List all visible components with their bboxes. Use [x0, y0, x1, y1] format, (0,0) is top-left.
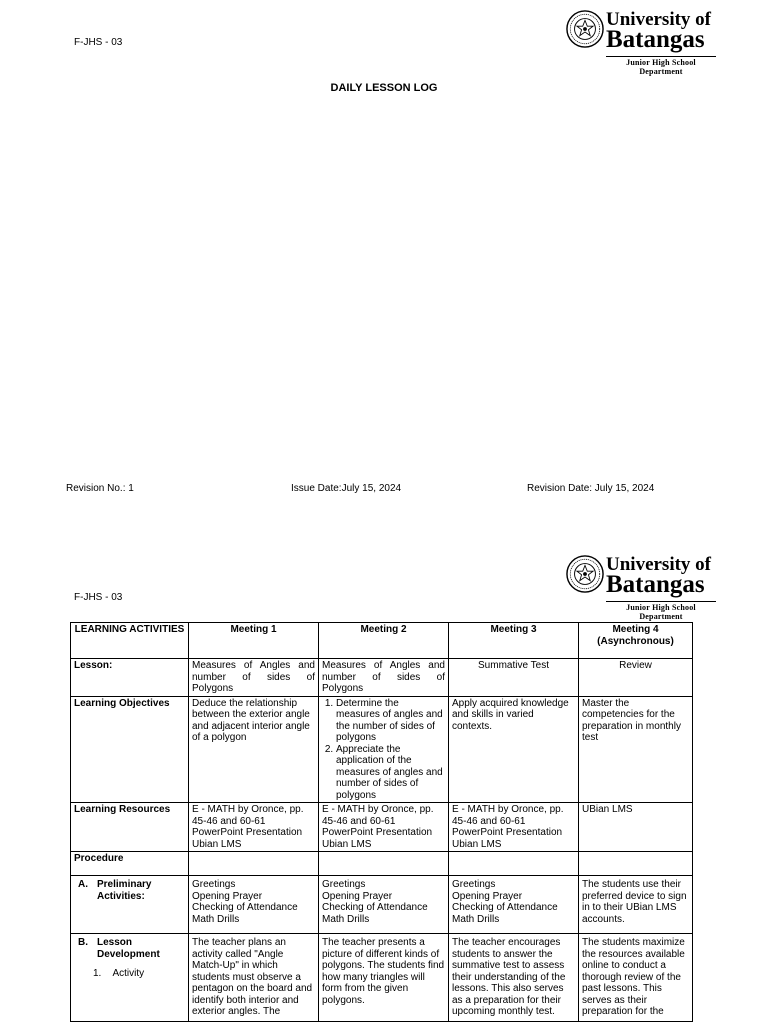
form-code: F-JHS - 03	[74, 37, 123, 48]
table-row-objectives	[71, 696, 693, 803]
development-meeting-4: The students maximize the resources available online to conduct a thorough review of the past lessons. This serves as their preparation for the	[579, 934, 693, 1022]
university-logo-page-2	[566, 555, 716, 621]
development-meeting-1: The teacher plans an activity called "Angle Match-Up" in which students must observe a pentagon on the board and identify both interior and exterior angles. The	[189, 934, 319, 1022]
preliminary-meeting-1: Greetings Opening Prayer Checking of Attendance Math Drills	[189, 876, 319, 934]
row-label-resources: Learning Resources	[71, 803, 189, 852]
development-meeting-2: The teacher presents a picture of different kinds of polygons. The students find how many triangles will form from the given polygons.	[319, 934, 449, 1022]
lesson-log-table	[70, 622, 693, 1022]
university-seal-icon	[566, 10, 604, 48]
logo-line-1: University of	[606, 554, 712, 575]
table-row-resources	[71, 803, 693, 852]
lesson-meeting-3: Summative Test	[449, 659, 579, 697]
row-label-objectives: Learning Objectives	[71, 696, 189, 803]
issue-date: Issue Date:July 15, 2024	[291, 483, 402, 494]
table-row-preliminary	[71, 876, 693, 934]
objectives-meeting-1: Deduce the relationship between the exterior angle and adjacent interior angle of a polygon	[189, 696, 319, 803]
development-meeting-3: The teacher encourages students to answer the summative test to assess their understanding of the lessons. This also serves as a preparation for their upcoming monthly test.	[449, 934, 579, 1022]
header-learning-activities: LEARNING ACTIVITIES	[71, 623, 189, 659]
objectives-meeting-4: Master the competencies for the preparation in monthly test	[579, 696, 693, 803]
table-row-development	[71, 934, 693, 1022]
resources-meeting-2: E - MATH by Oronce, pp. 45-46 and 60-61 PowerPoint Presentation Ubian LMS	[319, 803, 449, 852]
lesson-meeting-4: Review	[579, 659, 693, 697]
preliminary-meeting-4: The students use their preferred device to sign in to their UBian LMS accounts.	[579, 876, 693, 934]
university-logo	[566, 10, 716, 76]
resources-meeting-3: E - MATH by Oronce, pp. 45-46 and 60-61 PowerPoint Presentation Ubian LMS	[449, 803, 579, 852]
table-row-lesson	[71, 659, 693, 697]
lesson-meeting-1: Measures of Angles and number of sides of Polygons	[189, 659, 319, 697]
logo-line-2: Batangas	[606, 571, 705, 598]
header-meeting-4: Meeting 4 (Asynchronous)	[579, 623, 693, 659]
table-header-row	[71, 623, 693, 659]
logo-line-1: University of	[606, 9, 712, 30]
objectives-meeting-2	[319, 696, 449, 803]
lesson-meeting-2: Measures of Angles and number of sides of Polygons	[319, 659, 449, 697]
header-meeting-2: Meeting 2	[319, 623, 449, 659]
preliminary-meeting-2: Greetings Opening Prayer Checking of Attendance Math Drills	[319, 876, 449, 934]
form-code-page-2: F-JHS - 03	[74, 592, 123, 603]
row-label-preliminary: A. Preliminary Activities:	[71, 876, 189, 934]
logo-line-2: Batangas	[606, 26, 705, 53]
preliminary-meeting-3: Greetings Opening Prayer Checking of Attendance Math Drills	[449, 876, 579, 934]
resources-meeting-4: UBian LMS	[579, 803, 693, 852]
row-label-lesson: Lesson:	[71, 659, 189, 697]
page-title: DAILY LESSON LOG	[330, 82, 438, 94]
header-meeting-3: Meeting 3	[449, 623, 579, 659]
revision-date: Revision Date: July 15, 2024	[527, 483, 655, 494]
header-meeting-1: Meeting 1	[189, 623, 319, 659]
objective-item: 1. Determine the measures of angles and the number of sides of polygons	[336, 698, 445, 744]
revision-no: Revision No.: 1	[66, 483, 134, 494]
university-seal-icon	[566, 555, 604, 593]
row-label-development: B. Lesson Development 1. Activity	[71, 934, 189, 1022]
objectives-meeting-3: Apply acquired knowledge and skills in varied contexts.	[449, 696, 579, 803]
logo-department: Junior High School Department	[626, 603, 696, 621]
objective-item: 2. Appreciate the application of the measures of angles and number of sides of polygons	[336, 744, 445, 802]
logo-department: Junior High School Department	[626, 58, 696, 76]
table-row-procedure	[71, 852, 693, 876]
resources-meeting-1: E - MATH by Oronce, pp. 45-46 and 60-61 PowerPoint Presentation Ubian LMS	[189, 803, 319, 852]
row-label-procedure: Procedure	[71, 852, 189, 876]
